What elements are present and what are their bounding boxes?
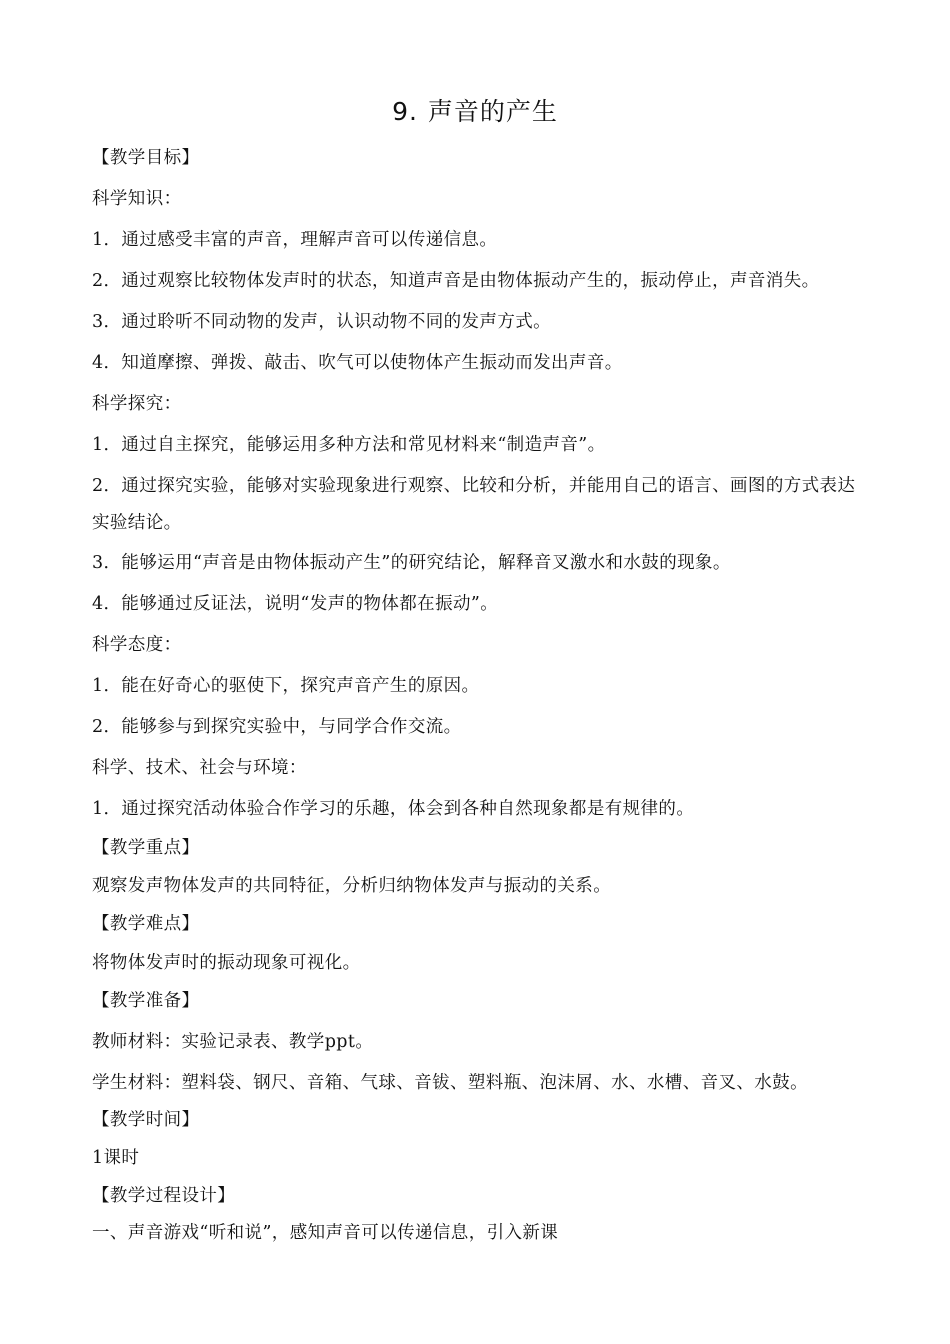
subheading-science-attitude: 科学态度：	[92, 635, 182, 655]
list-item: 2．能够参与到探究实验中，与同学合作交流。	[92, 717, 462, 737]
list-item: 1．通过探究活动体验合作学习的乐趣，体会到各种自然现象都是有规律的。	[92, 799, 695, 819]
paragraph: 教师材料：实验记录表、教学ppt。	[92, 1032, 374, 1052]
list-item: 2．通过观察比较物体发声时的状态，知道声音是由物体振动产生的，振动停止，声音消失。	[92, 271, 820, 291]
subheading-science-inquiry: 科学探究：	[92, 394, 182, 414]
list-item: 1．通过感受丰富的声音，理解声音可以传递信息。	[92, 230, 498, 250]
paragraph: 1课时	[92, 1148, 140, 1168]
list-item: 4．能够通过反证法，说明“发声的物体都在振动”。	[92, 594, 499, 614]
heading-preparation: 【教学准备】	[92, 991, 200, 1011]
subheading-science-knowledge: 科学知识：	[92, 189, 182, 209]
list-item: 1．通过自主探究，能够运用多种方法和常见材料来“制造声音”。	[92, 435, 606, 455]
paragraph: 学生材料：塑料袋、钢尺、音箱、气球、音钹、塑料瓶、泡沫屑、水、水槽、音叉、水鼓。	[92, 1073, 808, 1093]
paragraph: 观察发声物体发声的共同特征，分析归纳物体发声与振动的关系。	[92, 876, 612, 896]
subheading-stse: 科学、技术、社会与环境：	[92, 758, 307, 778]
heading-difficulties: 【教学难点】	[92, 914, 200, 934]
paragraph: 将物体发声时的振动现象可视化。	[92, 953, 361, 973]
section-heading: 一、声音游戏“听和说”，感知声音可以传递信息，引入新课	[92, 1223, 559, 1243]
heading-teaching-time: 【教学时间】	[92, 1110, 200, 1130]
heading-process-design: 【教学过程设计】	[92, 1186, 236, 1206]
list-item: 1．能在好奇心的驱使下，探究声音产生的原因。	[92, 676, 480, 696]
title-text: 声音的产生	[427, 97, 558, 126]
page-title	[0, 92, 950, 128]
list-item: 3．通过聆听不同动物的发声，认识动物不同的发声方式。	[92, 312, 552, 332]
heading-key-points: 【教学重点】	[92, 838, 200, 858]
list-item: 2．通过探究实验，能够对实验现象进行观察、比较和分析，并能用自己的语言、画图的方式表达实验结论。	[92, 476, 856, 533]
list-item: 4．知道摩擦、弹拨、敲击、吹气可以使物体产生振动而发出声音。	[92, 353, 623, 373]
heading-teaching-objectives: 【教学目标】	[92, 148, 200, 168]
title-number: 9.	[392, 97, 418, 126]
list-item: 3．能够运用“声音是由物体振动产生”的研究结论，解释音叉激水和水鼓的现象。	[92, 553, 731, 573]
